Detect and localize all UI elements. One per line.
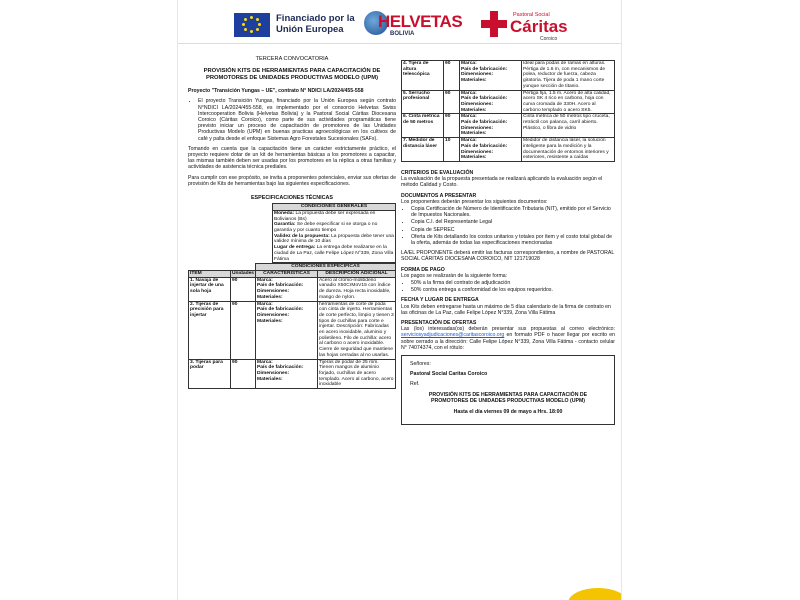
intro-list — [198, 98, 396, 141]
offers-text: Las (los) interesadas(os) deberán presentar sus propuestas al correo electrónico: serviciosyadjudicaciones@caritascoroico.org en formato PDF o hacer llegar por escrito en sobre cerrado a la dirección: Calle Felipe López N°339, Zona Villa Fátima - contacto celular N° 74074374, con el rótulo: — [401, 326, 615, 351]
convocatoria-label: TERCERA CONVOCATORIA — [255, 56, 329, 62]
right-column — [401, 60, 615, 425]
box-salutation: Señores: — [410, 361, 431, 368]
offers-title: PRESENTACIÓN DE OFERTAS — [401, 320, 477, 327]
col-item: ITEM — [189, 270, 231, 277]
box-deadline: Hasta el día viernes 09 de mayo a Hrs. 18:00 — [453, 409, 563, 416]
table-row: 1. Navaja de injertar de una sola hoja 90 Marca: País de fabricación: Dimensiones: Materiales: Acero al cromo-molibdeno vanadio X50CrMoV15 con índice de dureza. Hoja recta inoxidable, mango de nylon. — [189, 277, 396, 301]
criteria-title: CRITERIOS DE EVALUACIÓN — [401, 169, 474, 176]
document-page — [177, 0, 622, 600]
table-row: 3. Tijeras para podar 90 Marca: País de fabricación: Dimensiones: Materiales: Tijeras de podar de 25 mm. Tienen mangos de aluminio forjado, cuchillas de acero templado. Acero al carbono, acero inoxidable — [190, 359, 394, 388]
logo-bar — [178, 0, 622, 44]
caritas-logo: Cáritas — [510, 17, 568, 36]
table-row: 4. Tijera de altura telescópica 90 Marca: País de fabricación: Dimensiones: Materiales: Ideal para podas de ramas en alturas. Pértiga de 1.6 m, con mecanismos de polea, reductor de fuerza, cabeza giratoria. Tijera de poda 1 mano corte yunque sección de titanio. — [402, 61, 615, 91]
decorative-corner — [568, 588, 622, 600]
payment-intro: Los pagos se realizarán de la siguiente forma: — [401, 272, 508, 279]
col-characteristics: CARACTERISTICAS — [256, 270, 318, 277]
specific-conditions-header: CONDICIONES ESPECIFICAS — [256, 264, 396, 271]
caritas-location: Coroico — [540, 36, 558, 42]
documents-list — [411, 206, 615, 246]
caritas-super: Pastoral Social — [513, 12, 550, 18]
general-conditions-cell — [273, 210, 396, 262]
paragraph-practice: Tomando en cuenta que la capacitación tiene un carácter estrictamente práctico, el proyecto requiere dotar de un kit de herramientas básicas a los promotores a capacitar, las mismas también deben ser usadas por los promotores en la réplica a otras familias y actividades de asistencia técnica prediales. — [188, 145, 396, 171]
payment-title: FORMA DE PAGO — [401, 266, 445, 273]
table-row: 7. Medidor de distancia láser 10 Marca: País de fabricación: Dimensiones: Materiales: Medidor de distancia láser, la solución inteligente para la medición y la documentación de entornos interiores y exteriores, resistente a caídas — [402, 138, 615, 162]
box-title: PROVISIÓN KITS DE HERRAMIENTAS PARA CAPACITACIÓN DE PROMOTORES DE UNIDADES PRODUCTIVAS MODELO (UPM) — [428, 391, 588, 404]
table-row: 2. Tijeras de precisión para injertar 90 Marca: País de fabricación: Dimensiones: Materiales: herramientas de corte de poda con cinta de injerto. Herramientas de corte perfecto, limpio y tienen 3 tipos de cuchillas para corte e injertar. Descripción: Fabricadas en acero inoxidable, aluminio y polietileno. Filo de cuchilla: acero al carbono o acero inoxidable. Cierre de seguridad que mantiene las hojas cerradas al no usarlas. — [190, 301, 394, 358]
condition-warranty: Garantía: Se debe especificar si se otorga o no garantía y por cuanto tiempo — [274, 222, 378, 234]
envelope-label-box — [401, 355, 615, 425]
col-units: Unidades — [232, 270, 255, 276]
paragraph-invitation: Para cumplir con ese propósito, se invita a proponentes potenciales, enviar sus ofertas de provisión de Kits de herramientas bajo las siguientes especificaciones. — [188, 174, 396, 187]
box-reference: Ref. — [410, 381, 420, 388]
left-column — [188, 56, 396, 389]
table-row: 6. Cinta métrica de 50 metros 90 Marca: País de fabricación: Dimensiones: Materiales: Cinta métrica de 50 metros tipo cruceta, retráctil con palanca, carril abierto. Plástico, o fibra de vidrio — [402, 114, 615, 138]
offers-email-link[interactable]: serviciosyadjudicaciones@caritascoroico.org — [401, 332, 505, 339]
list-item: • 50% a la firma del contrato de adjudicación — [411, 280, 615, 286]
table-row: 5. Serrucho profesional 90 Marca: País de fabricación: Dimensiones: Materiales: Pértiga fija, 1.5 m. Acero de alta calidad, acero SK 4 rico en carbono, hoja con curva cromada de 330H. Acero al carbono templado o acero SK5. — [402, 90, 615, 114]
invoice-note: LA/EL PROPONENTE deberá emitir las facturas correspondientes, a nombre de PASTORAL SOCIAL CÁRITAS DIOCESANA COROICO, NIT 121719028 — [401, 250, 615, 263]
documents-intro: Los proponentes deberán presentar los siguientes documentos: — [401, 198, 548, 205]
list-item: • 50% contra entrega a conformidad de los equipos requeridos. — [411, 287, 615, 293]
list-item: • Copia Certificación de Número de Identificación Tributaria (NIT), emitido por el Servicio de Impuestos Nacionales. — [411, 206, 615, 218]
specs-title: ESPECIFICACIONES TÉCNICAS — [250, 195, 334, 202]
eu-flag-icon — [234, 13, 270, 37]
delivery-title: FECHA Y LUGAR DE ENTREGA — [401, 297, 479, 304]
delivery-text: Los Kits deben entregarse hasta un máximo de 5 días calendario de la firma de contrato en las oficinas de La Paz, calle Felipe López N°339, Zona Villa Fátima — [401, 303, 611, 316]
documents-title: DOCUMENTOS A PRESENTAR — [401, 192, 477, 199]
helvetas-country: BOLIVIA — [390, 31, 415, 37]
box-organization: Pastoral Social Caritas Coroico — [410, 371, 488, 378]
condition-currency: Moneda: La propuesta debe ser expresada en Bolivianos (Bs) — [274, 210, 376, 222]
condition-validity: Validez de la propuesta: La propuesta debe tener una validez mínima de 10 días — [274, 233, 394, 245]
col-description: DESCRIPCIÓN ADICIONAL — [318, 270, 396, 277]
criteria-text: La evaluación de la propuesta presentada se realizará aplicando la evaluación según el método Calidad y Costo. — [401, 176, 603, 189]
intro-bullet: • El proyecto Transición Yungas, financiado por la Unión Europea según contrato N°NDICI LA/2024/455-558, es implementado por el consorcio Helvetas Swiss Intercooperation Bolivia (Helvetas Bolivia) y la Pastoral Social Cáritas Diocesana Coroico (Cáritas Coroico), como parte de sus actividades programáticas tiene previsto iniciar un proceso de capacitación de promotores de las Unidades Productivas Modelo (UPM) en buenas practicas agroecológicas en los cultivos de café y palta desde el enfoque Sistemas Agro Forestales Sucesionales (SAFs). — [198, 98, 396, 141]
general-conditions-table — [272, 203, 396, 263]
list-item: • Copia de SEPREC — [411, 227, 615, 233]
condition-delivery-place: Lugar de entrega: La entrega debe realizarse en la ciudad de La Paz, calle Felipe López N°339, Zona Villa Fátima — [274, 245, 394, 262]
payment-list — [411, 280, 615, 293]
specific-conditions-table-cont — [401, 60, 615, 162]
document-title: PROVISIÓN KITS DE HERRAMIENTAS PARA CAPACITACIÓN DE PROMOTORES DE UNIDADES PRODUCTIVAS MODELO (UPM) — [203, 68, 381, 82]
specific-conditions-table — [188, 263, 396, 389]
general-conditions-header: CONDICIONES GENERALES — [273, 204, 396, 211]
eu-funding-label: Financiado por la Unión Europea — [276, 13, 355, 35]
helvetas-logo: HELVETAS — [378, 12, 463, 31]
list-item: • Copia C.I. del Representante Legal — [411, 219, 615, 225]
caritas-cross-icon — [481, 11, 507, 37]
project-reference: Proyecto "Transición Yungas – UE", contrato N° NDICI LA/2024/455-558 — [188, 88, 364, 95]
list-item: • Oferta de Kits detallando los costos unitarios y totales por ítem y el costo total global de la oferta, además de todas las especificaciones mencionadas — [411, 234, 615, 246]
